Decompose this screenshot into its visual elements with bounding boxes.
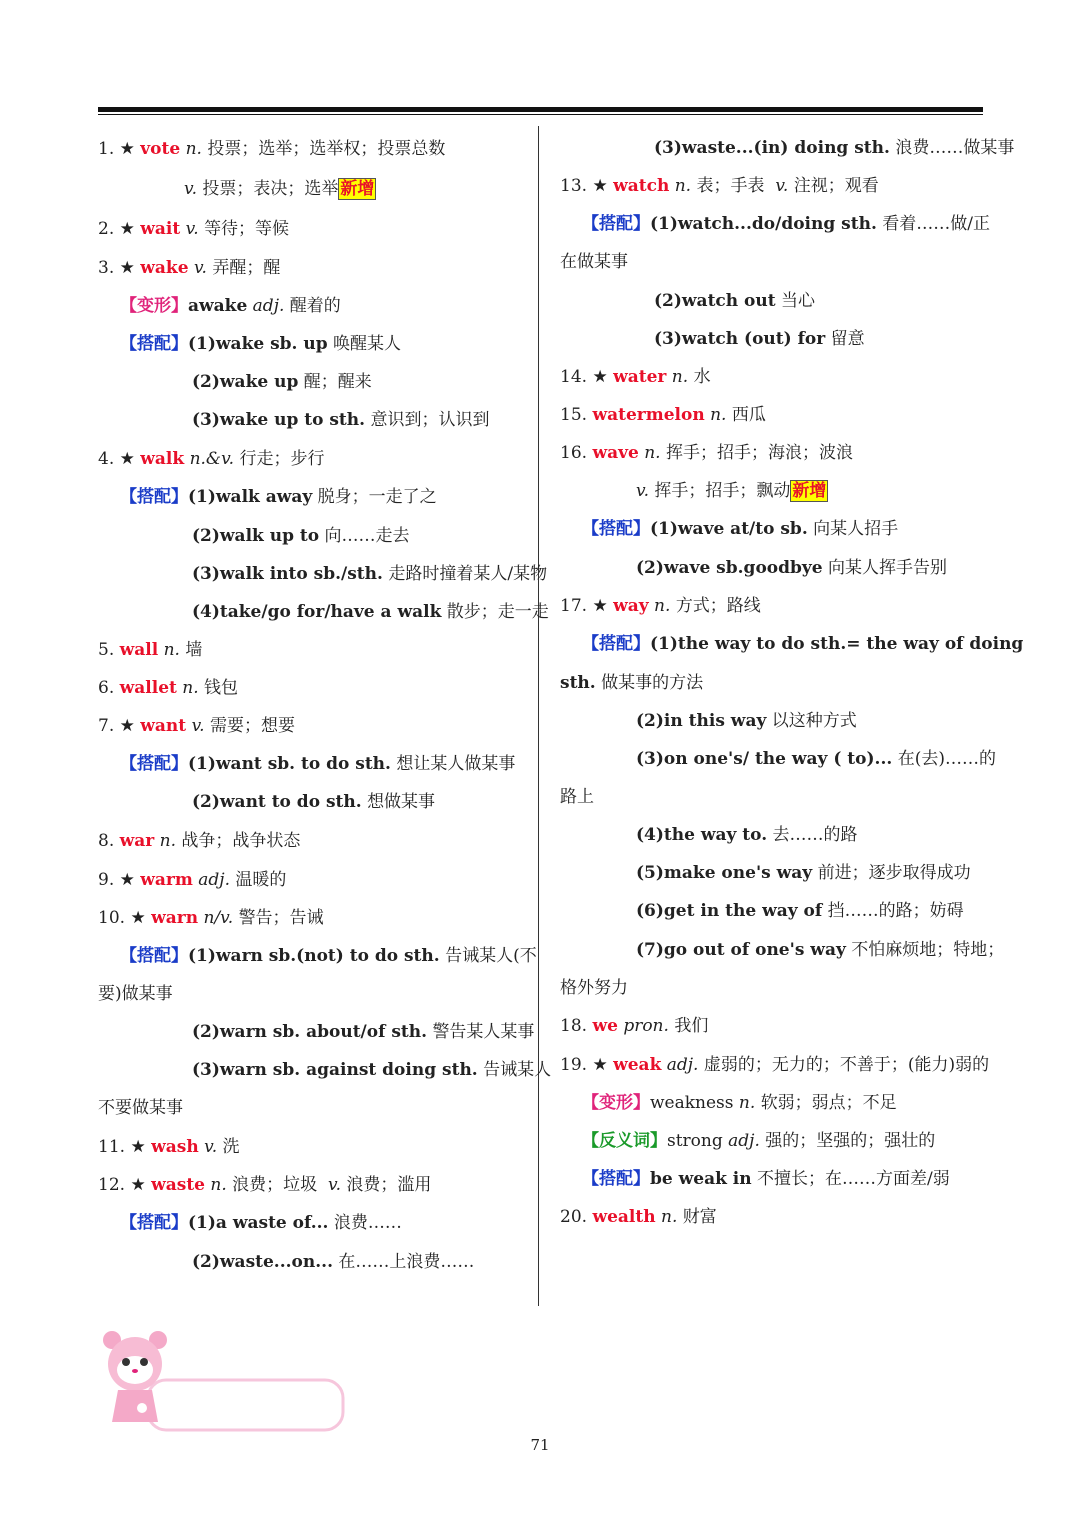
top-rule-thin xyxy=(98,114,983,115)
way-collocation-2: (2)in this way 以这种方式 xyxy=(636,711,857,731)
wake-collocation-1: 【搭配】(1)wake sb. up 唤醒某人 xyxy=(120,334,402,354)
waste-collocation-2: (2)waste...on... 在……上浪费…… xyxy=(192,1252,475,1272)
wake-variant: 【变形】awake adj. 醒着的 xyxy=(120,296,341,316)
entry-vote-verb: v. 投票；表决；选举 新增 xyxy=(184,179,375,199)
entry-want: 7. ★ want v. 需要；想要 xyxy=(98,716,295,736)
entry-wave-verb: v. 挥手；招手；飘动 新增 xyxy=(636,481,827,501)
way-collocation-1-cont: sth. 做某事的方法 xyxy=(560,673,704,693)
entry-walk: 4. ★ walk n.&v. 行走；步行 xyxy=(98,449,325,469)
way-collocation-1: 【搭配】(1)the way to do sth.= the way of doing xyxy=(582,634,1024,654)
entry-war: 8. war n. 战争；战争状态 xyxy=(98,831,301,851)
way-collocation-3: (3)on one's/ the way ( to)... 在(去)……的 xyxy=(636,749,996,769)
top-rule xyxy=(98,107,983,112)
warn-collocation-1: 【搭配】(1)warn sb.(not) to do sth. 告诫某人(不 xyxy=(120,946,537,966)
want-collocation-2: (2)want to do sth. 想做某事 xyxy=(192,792,436,812)
entry-wall: 5. wall n. 墙 xyxy=(98,640,203,660)
entry-we: 18. we pron. 我们 xyxy=(560,1016,709,1036)
new-badge: 新增 xyxy=(340,179,375,199)
way-collocation-7-cont: 格外努力 xyxy=(560,978,628,998)
entry-water: 14. ★ water n. 水 xyxy=(560,367,711,387)
waste-collocation-3: (3)waste...(in) doing sth. 浪费……做某事 xyxy=(654,138,1015,158)
weak-variant: 【变形】weakness n. 软弱；弱点；不足 xyxy=(582,1093,897,1113)
watch-collocation-1: 【搭配】(1)watch...do/doing sth. 看着……做/正 xyxy=(582,214,991,234)
walk-collocation-4: (4)take/go for/have a walk 散步；走一走 xyxy=(192,602,549,622)
column-divider xyxy=(538,126,539,1306)
weak-antonym: 【反义词】strong adj. 强的；坚强的；强壮的 xyxy=(582,1131,936,1151)
entry-wealth: 20. wealth n. 财富 xyxy=(560,1207,717,1227)
waste-collocation-1: 【搭配】(1)a waste of... 浪费…… xyxy=(120,1213,402,1233)
wake-collocation-2: (2)wake up 醒；醒来 xyxy=(192,372,372,392)
wave-collocation-1: 【搭配】(1)wave at/to sb. 向某人招手 xyxy=(582,519,899,539)
entry-watch: 13. ★ watch n. 表；手表 v. 注视；观看 xyxy=(560,176,879,196)
entry-wallet: 6. wallet n. 钱包 xyxy=(98,678,239,698)
weak-collocation-1: 【搭配】be weak in 不擅长；在……方面差/弱 xyxy=(582,1169,950,1189)
walk-collocation-1: 【搭配】(1)walk away 脱身；一走了之 xyxy=(120,487,437,507)
warn-collocation-3: (3)warn sb. against doing sth. 告诫某人 xyxy=(192,1060,552,1080)
way-collocation-7: (7)go out of one's way 不怕麻烦地；特地； xyxy=(636,940,1005,960)
speech-bubble xyxy=(148,1380,343,1430)
watch-collocation-2: (2)watch out 当心 xyxy=(654,291,816,311)
wake-collocation-3: (3)wake up to sth. 意识到；认识到 xyxy=(192,410,490,430)
new-badge: 新增 xyxy=(792,481,827,501)
entry-watermelon: 15. watermelon n. 西瓜 xyxy=(560,405,766,425)
watch-collocation-1-cont: 在做某事 xyxy=(560,252,628,272)
way-collocation-6: (6)get in the way of 挡……的路；妨碍 xyxy=(636,901,964,921)
entry-weak: 19. ★ weak adj. 虚弱的；无力的；不善于；(能力)弱的 xyxy=(560,1055,990,1075)
page-number: 71 xyxy=(530,1436,550,1454)
entry-warm: 9. ★ warm adj. 温暖的 xyxy=(98,870,287,890)
entry-wash: 11. ★ wash v. 洗 xyxy=(98,1137,240,1157)
entry-wake: 3. ★ wake v. 弄醒；醒 xyxy=(98,258,281,278)
entry-waste: 12. ★ waste n. 浪费；垃圾 v. 浪费；滥用 xyxy=(98,1175,432,1195)
watch-collocation-3: (3)watch (out) for 留意 xyxy=(654,329,865,349)
entry-wave: 16. wave n. 挥手；招手；海浪；波浪 xyxy=(560,443,853,463)
entry-wait: 2. ★ wait v. 等待；等候 xyxy=(98,219,290,239)
entry-vote: 1. ★ vote n. 投票；选举；选举权；投票总数 xyxy=(98,139,446,159)
warn-collocation-2: (2)warn sb. about/of sth. 警告某人某事 xyxy=(192,1022,535,1042)
way-collocation-3-cont: 路上 xyxy=(560,787,594,807)
warn-collocation-1-cont: 要)做某事 xyxy=(98,984,173,1004)
walk-collocation-3: (3)walk into sb./sth. 走路时撞着某人/某物 xyxy=(192,564,548,584)
way-collocation-4: (4)the way to. 去……的路 xyxy=(636,825,858,845)
warn-collocation-3-cont: 不要做某事 xyxy=(98,1098,183,1118)
way-collocation-5: (5)make one's way 前进；逐步取得成功 xyxy=(636,863,971,883)
entry-way: 17. ★ way n. 方式；路线 xyxy=(560,596,761,616)
walk-collocation-2: (2)walk up to 向……走去 xyxy=(192,526,410,546)
wave-collocation-2: (2)wave sb.goodbye 向某人挥手告别 xyxy=(636,558,947,578)
want-collocation-1: 【搭配】(1)want sb. to do sth. 想让某人做某事 xyxy=(120,754,516,774)
bear-mascot-illustration xyxy=(100,1322,350,1442)
entry-warn: 10. ★ warn n/v. 警告；告诫 xyxy=(98,908,324,928)
